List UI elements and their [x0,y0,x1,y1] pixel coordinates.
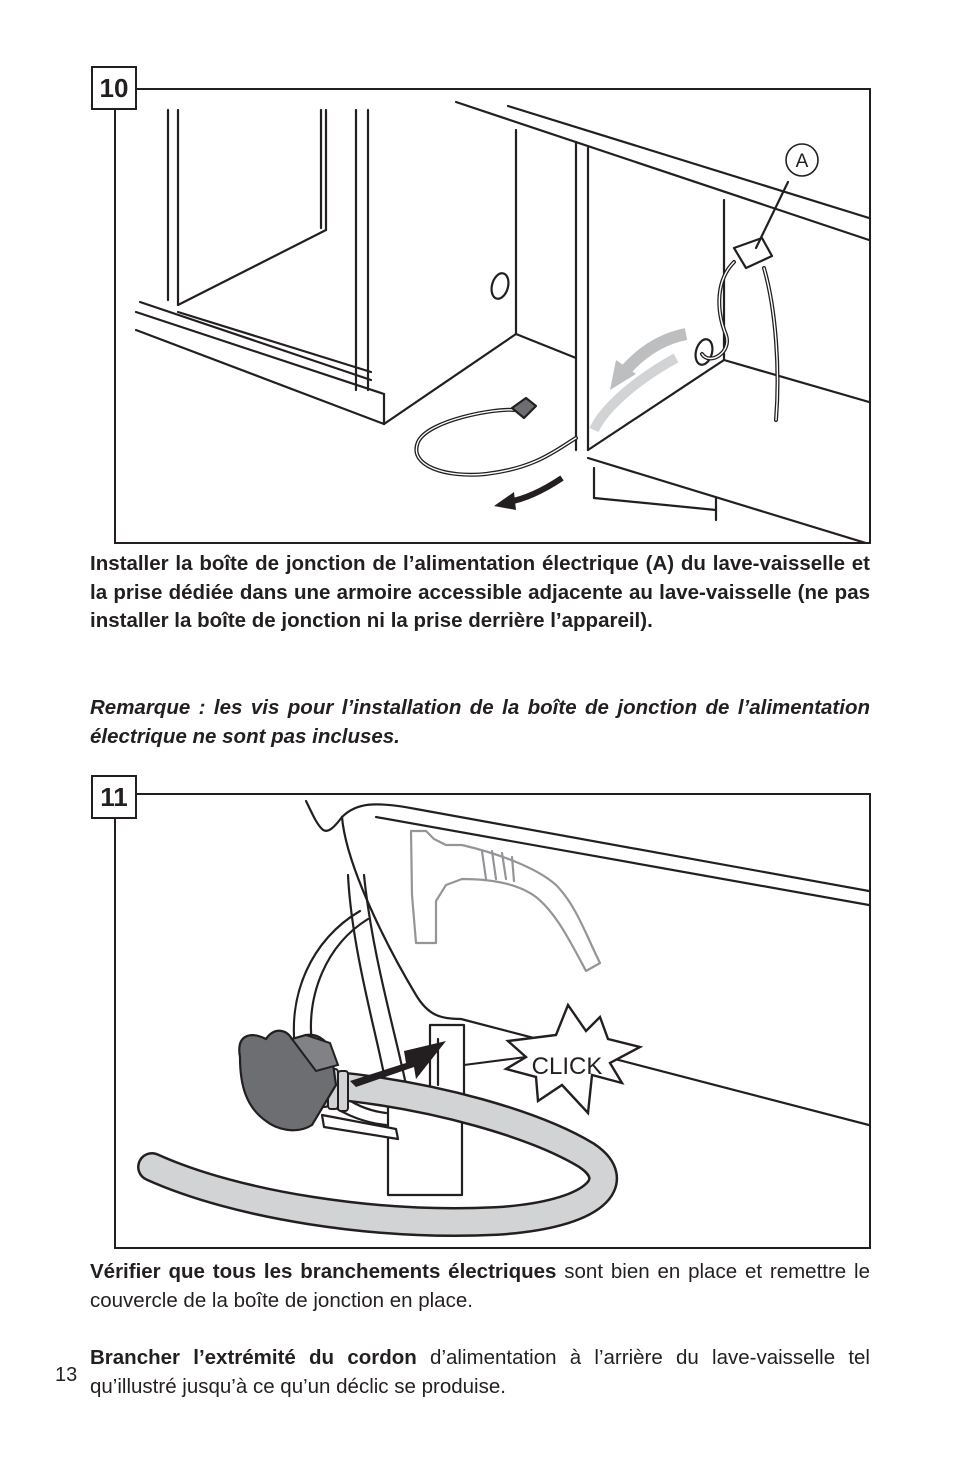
step-10-instruction: Installer la boîte de jonction de l’alimentation électrique (A) du lave-vaisselle et la prise dédiée dans une armoire accessible adjacente au lave-vaisselle (ne pas installer la boîte de jonction ni la prise derrière l’appareil). [90,552,870,633]
step-11-paragraph-2 [90,1344,870,1401]
step-number-11: 11 [91,775,137,819]
step-11-paragraph-2-rest: d’alimentation à l’arrière du lave-vaisselle tel qu’illustré jusqu’à ce qu’un déclic se produise. [90,1346,870,1398]
page-number: 13 [55,1364,78,1386]
step-10-note: Remarque : les vis pour l’installation de la boîte de jonction de l’alimentation électrique ne sont pas incluses. [90,696,870,748]
step-11-paragraph-2-bold: Brancher l’extrémité du cordon [90,1346,417,1369]
figure-10 [114,88,871,544]
figure-11 [114,793,871,1249]
step-number-10: 10 [91,66,137,110]
figure-10-illustration [116,90,869,542]
step-11-paragraph-1-bold: Vérifier que tous les branchements électriques [90,1260,557,1283]
callout-a-label: A [795,151,809,172]
click-label: CLICK [531,1053,603,1080]
step-11-paragraph-1 [90,1258,870,1315]
step-11-paragraph-1-rest: sont bien en place et remettre le couvercle de la boîte de jonction en place. [90,1260,871,1312]
figure-11-illustration [116,795,869,1247]
